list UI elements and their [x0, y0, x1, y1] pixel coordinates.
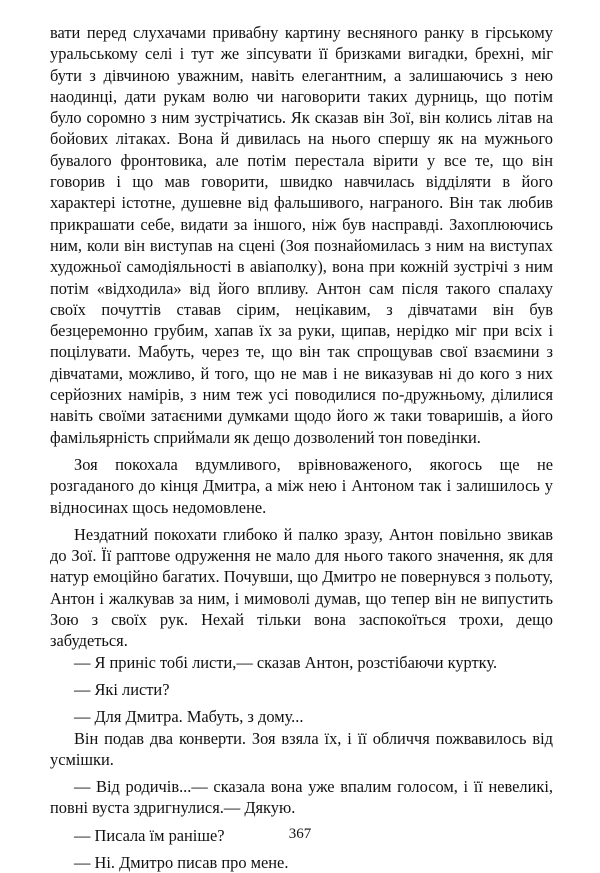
paragraph: Нездатний покохати глибоко й палко зразу, Антон повільно звикав до Зої. Її раптове одруження не мало для нього такого значення, як для натур емоційно багатих. Почувши, що Дмитро не повернувся з польоту, Антон і жалкував за ним, і мимоволі думав, що тепер він не випустить Зою з своїх рук. Нехай тільки вона заспокоїться трохи, дещо забудеться. — [50, 524, 553, 651]
dialogue-line: — Для Дмитра. Мабуть, з дому... — [74, 707, 304, 727]
paragraph: вати перед слухачами привабну картину весняного ранку в гірському уральському селі і тут же зіпсувати її бризками вигадки, брехні, міг бути з дівчиною уважним, навіть елегантним, а залишаючись з нею наодинці, дати рукам волю чи наговорити таких дурниць, що потім було соромно з ним зустрічатись. Як сказав він Зої, він колись літав на бойових літаках. Вона й дивилась на нього спершу як на мужнього бувалого фронтовика, але потім перестала вірити у все те, що він говорив і що мав говорити, швидко навчилась відділяти в його характері істотне, душевне від фальшивого, награного. Він так любив прикрашати себе, видати за іншого, ніж був насправді. Захоплюючись ним, коли він виступав на сцені (Зоя познайомилась з ним на виступах художньої самодіяльності в авіаполку), вона при кожній зустрічі з ним потім «відходила» від його впливу. Антон сам після такого спалаху своїх почуттів ставав сірим, нецікавим, з дівчатами він був безцеремонно грубим, хапав їх за руки, щипав, нерідко міг при всіх і поцілувати. Мабуть, через те, що він так спрощував свої взаємини з дівчатами, можливо, й того, що не мав і не виказував ні до кого з них серйозних намірів, з ним теж усі поводилися по-дружньому, ділилися навіть своїми затаєними думками щодо його ж таки товаришів, а його фамільярність сприймали як дещо дозволений тон поведінки. — [50, 23, 553, 447]
dialogue-line: — Я приніс тобі листи,— сказав Антон, розстібаючи куртку. — [74, 652, 498, 672]
dialogue-line: — Від родичів...— сказала вона уже впалим голосом, і її невеликі, повні вуста здригнулися.— Дякую. — [50, 777, 553, 818]
dialogue-line: — Писала їм раніше? — [74, 825, 225, 845]
body-text — [50, 22, 553, 873]
paragraph: Він подав два конверти. Зоя взяла їх, і її обличчя пожвавилось від усмішки. — [50, 728, 553, 769]
page-number: 367 — [288, 826, 312, 842]
dialogue-line: — Які листи? — [74, 679, 170, 699]
dialogue-line: — Ні. Дмитро писав про мене. — [74, 852, 289, 872]
paragraph: Зоя покохала вдумливого, врівноваженого, якогось ще не розгаданого до кінця Дмитра, а між нею і Антоном так і залишилось у відносинах щось недомовлене. — [50, 454, 553, 517]
